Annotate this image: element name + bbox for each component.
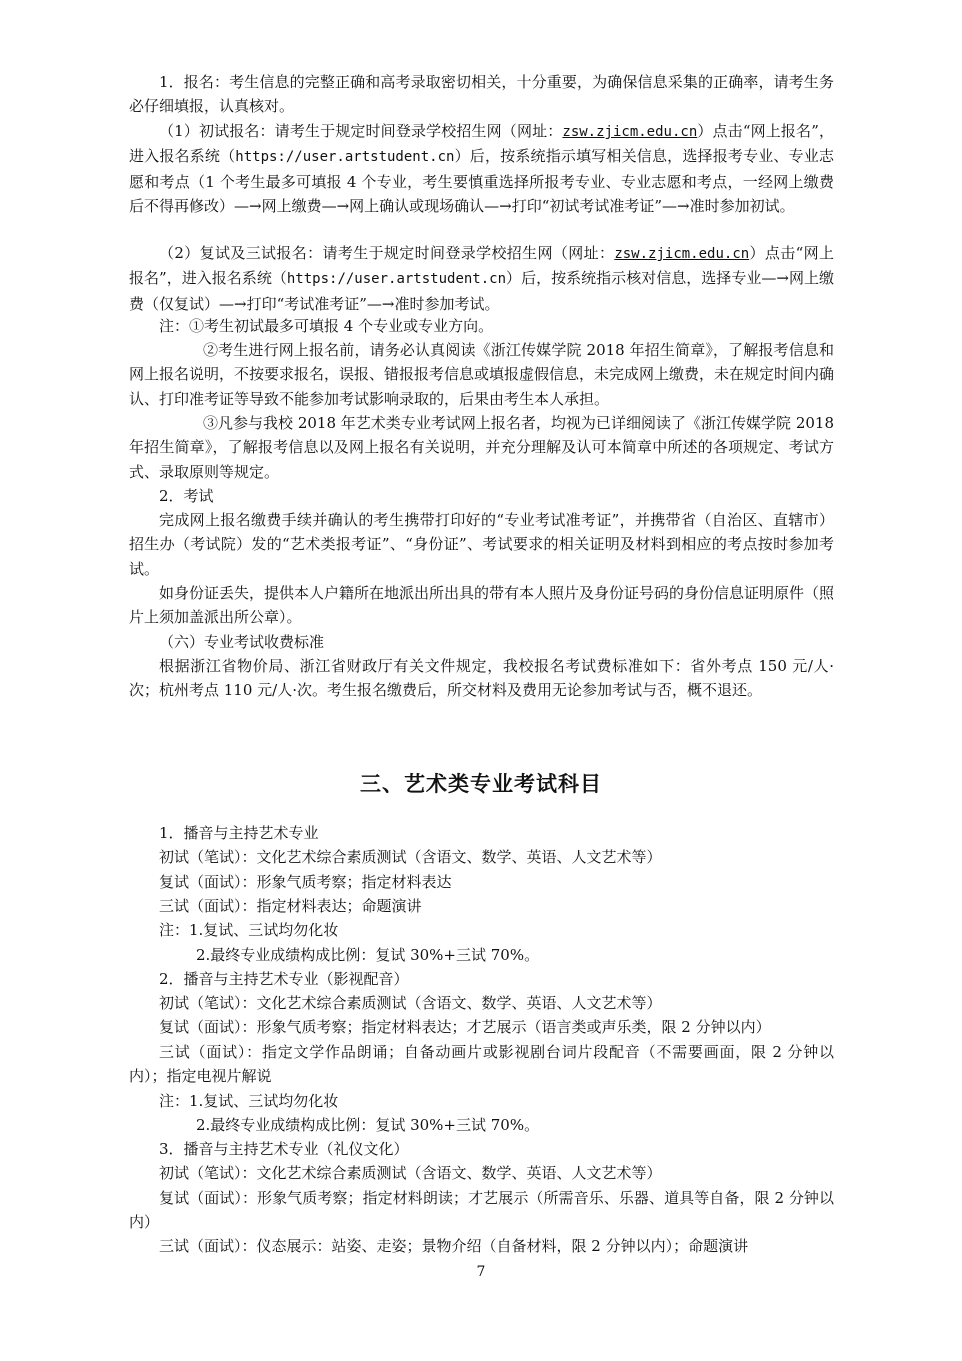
exam-heading: 2．考试 — [159, 487, 214, 505]
admission-site-link[interactable]: zsw.zjicm.edu.cn — [562, 124, 698, 140]
major-title: 1．播音与主持艺术专业 — [159, 824, 319, 842]
page-number: 7 — [476, 1264, 486, 1280]
fees-heading: （六）专业考试收费标准 — [159, 633, 325, 651]
second-exam: 复试（面试）：形象气质考察；指定材料朗读；才艺展示（所需音乐、乐器、道具等自备，限 2 分钟以内） — [129, 1189, 834, 1232]
registration-paragraph: 1．报名：考生信息的完整正确和高考录取密切相关，十分重要，为确保信息采集的正确率，请考生务必仔细填报，认真核对。 — [129, 73, 834, 116]
text-segment: ）后，按系统指示填写相关信息，选择报考专业、专业志愿和考点（1 个考生最多可填报 4 个专业，考生要慎重选择所报考专业、专业志愿和考点，一经网上缴费后不得再修改）—→网上缴费—→网上确认或现场确认—→打印“初试考试准考证”—→准时参加初试。 — [129, 147, 834, 215]
first-exam: 初试（笔试）：文化艺术综合素质测试（含语文、数学、英语、人文艺术等） — [159, 1164, 662, 1182]
retest-registration-paragraph — [129, 241, 834, 316]
initial-registration-paragraph — [129, 119, 834, 218]
second-exam: 复试（面试）：形象气质考察；指定材料表达；才艺展示（语言类或声乐类，限 2 分钟以内） — [159, 1018, 771, 1036]
second-exam: 复试（面试）：形象气质考察；指定材料表达 — [159, 873, 452, 891]
text-segment: ）后，按系统指示核对信息，选择专业—→网上缴费（仅复试）—→打印“考试准考证”—→准时参加考试。 — [129, 269, 834, 313]
major-note: 注：1.复试、三试均勿化妆 — [159, 1092, 339, 1110]
first-exam: 初试（笔试）：文化艺术综合素质测试（含语文、数学、英语、人文艺术等） — [159, 994, 662, 1012]
exam-paragraph: 完成网上报名缴费手续并确认的考生携带打印好的“专业考试准考证”，并携带省（自治区、直辖市）招生办（考试院）发的“艺术类报考证”、“身份证”、考试要求的相关证明及材料到相应的考点按时参加考试。 — [129, 511, 834, 578]
id-loss-paragraph: 如身份证丢失，提供本人户籍所在地派出所出具的带有本人照片及身份证号码的身份信息证明原件（照片上须加盖派出所公章）。 — [129, 584, 835, 627]
note-1: 注：①考生初试最多可填报 4 个专业或专业方向。 — [159, 317, 494, 335]
text-segment: （1）初试报名：请考生于规定时间登录学校招生网（网址： — [159, 122, 563, 140]
text-segment: （2）复试及三试报名：请考生于规定时间登录学校招生网（网址： — [159, 244, 615, 262]
text-segment: ）点击“网上报名”，进入报名系统（ — [129, 122, 835, 166]
section-title: 三、艺术类专业考试科目 — [360, 772, 602, 796]
major-note: 注：1.复试、三试均勿化妆 — [159, 921, 339, 939]
note-2: ②考生进行网上报名前，请务必认真阅读《浙江传媒学院 2018 年招生简章》，了解报考信息和网上报名说明，不按要求报名，误报、错报报考信息或填报虚假信息，未完成网上缴费，未在规定时间内确认、打印准考证等导致不能参加考试影响录取的，后果由考生本人承担。 — [129, 341, 835, 408]
fees-paragraph: 根据浙江省物价局、浙江省财政厅有关文件规定，我校报名考试费标准如下：省外考点 150 元/人·次；杭州考点 110 元/人·次。考生报名缴费后，所交材料及费用无论参加考试与否，概不退还。 — [129, 657, 834, 700]
text-segment: ）点击“网上报名”，进入报名系统（ — [129, 244, 835, 288]
third-exam: 三试（面试）：仪态展示：站姿、走姿；景物介绍（自备材料，限 2 分钟以内）；命题演讲 — [159, 1237, 749, 1255]
third-exam: 三试（面试）：指定材料表达；命题演讲 — [159, 897, 422, 915]
admission-site-link[interactable]: zsw.zjicm.edu.cn — [614, 246, 750, 262]
score-ratio-note: 2.最终专业成绩构成比例：复试 30%+三试 70%。 — [196, 946, 540, 964]
note-3: ③凡参与我校 2018 年艺术类专业考试网上报名者，均视为已详细阅读了《浙江传媒学院 2018 年招生简章》，了解报考信息以及网上报名有关说明，并充分理解及认可本简章中所述的各项规定、考试方式、录取原则等规定。 — [129, 414, 834, 481]
major-title: 2．播音与主持艺术专业（影视配音） — [159, 970, 409, 988]
registration-system-link[interactable]: https://user.artstudent.cn — [235, 149, 455, 166]
major-title: 3．播音与主持艺术专业（礼仪文化） — [159, 1140, 409, 1158]
first-exam: 初试（笔试）：文化艺术综合素质测试（含语文、数学、英语、人文艺术等） — [159, 848, 662, 866]
score-ratio-note: 2.最终专业成绩构成比例：复试 30%+三试 70%。 — [196, 1116, 540, 1134]
registration-system-link[interactable]: https://user.artstudent.cn — [286, 271, 507, 288]
third-exam: 三试（面试）：指定文学作品朗诵；自备动画片或影视剧台词片段配音（不需要画面，限 2 分钟以内）；指定电视片解说 — [129, 1043, 834, 1086]
